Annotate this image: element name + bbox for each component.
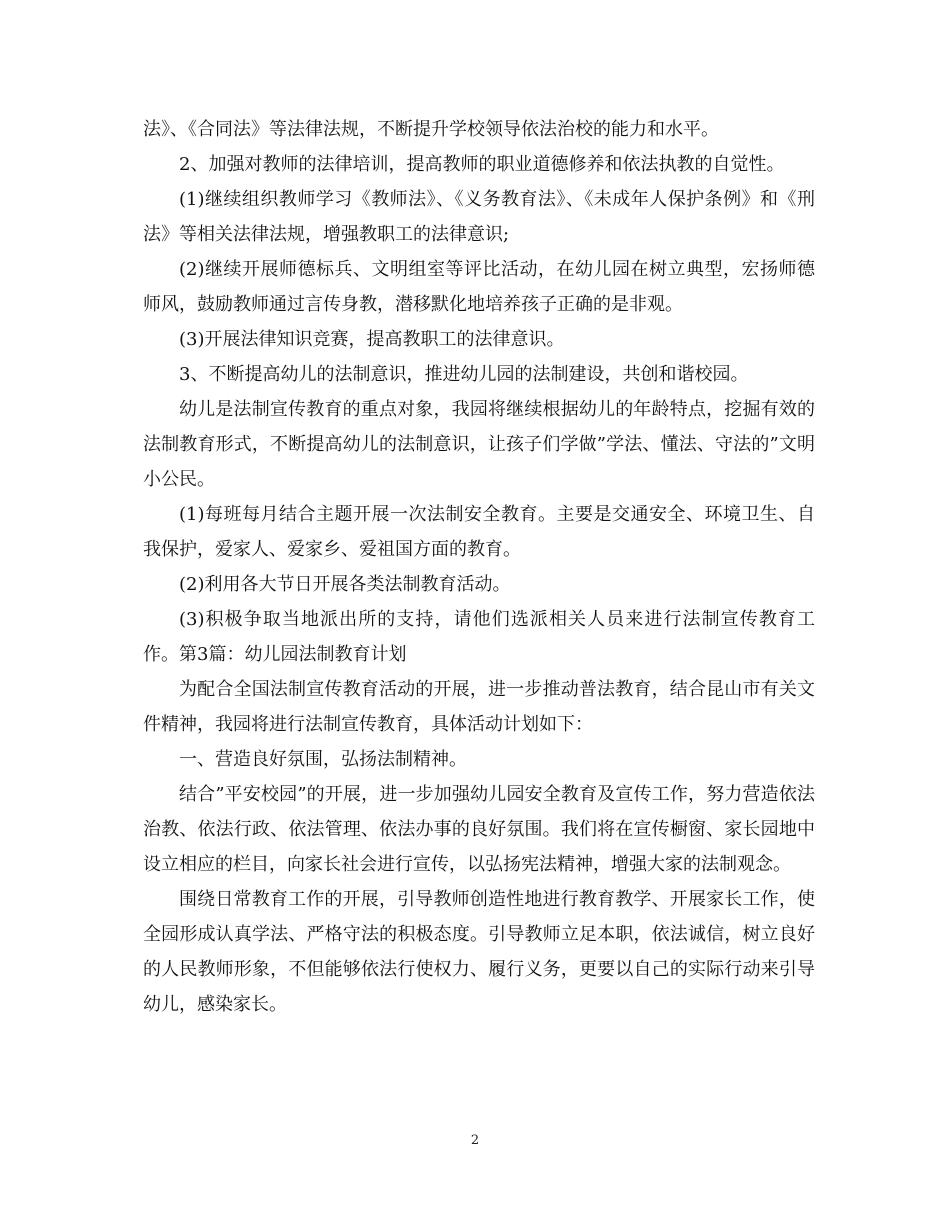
- paragraph: (2)继续开展师德标兵、文明组室等评比活动，在幼儿园在树立典型，宏扬师德师风，鼓励教师通过言传身教，潜移默化地培养孩子正确的是非观。: [143, 259, 815, 315]
- paragraph: (3)积极争取当地派出所的支持，请他们选派相关人员来进行法制宣传教育工作。第3篇：幼儿园法制教育计划: [143, 609, 815, 665]
- paragraph: 为配合全国法制宣传教育活动的开展，进一步推动普法教育，结合昆山市有关文件精神，我园将进行法制宣传教育，具体活动计划如下：: [143, 679, 815, 735]
- paragraph: 2、加强对教师的法律培训，提高教师的职业道德修养和依法执教的自觉性。: [179, 154, 785, 175]
- paragraph: 围绕日常教育工作的开展，引导教师创造性地进行教育教学、开展家长工作，使全园形成认真学法、严格守法的积极态度。引导教师立足本职，依法诚信，树立良好的人民教师形象，不但能够依法行使权力、履行义务，更要以自己的实际行动来引导幼儿，感染家长。: [143, 889, 815, 1015]
- paragraph: 幼儿是法制宣传教育的重点对象，我园将继续根据幼儿的年龄特点，挖掘有效的法制教育形式，不断提高幼儿的法制意识，让孩子们学做”学法、懂法、守法的”文明小公民。: [143, 399, 815, 490]
- paragraph: 结合”平安校园”的开展，进一步加强幼儿园安全教育及宣传工作，努力营造依法治教、依法行政、依法管理、依法办事的良好氛围。我们将在宣传橱窗、家长园地中设立相应的栏目，向家长社会进行宣传，以弘扬宪法精神，增强大家的法制观念。: [143, 784, 815, 875]
- document-body: [143, 112, 815, 1022]
- paragraph: 3、不断提高幼儿的法制意识，推进幼儿园的法制建设，共创和谐校园。: [179, 364, 749, 385]
- paragraph: (1)继续组织教师学习《教师法》、《义务教育法》、《未成年人保护条例》和《刑法》等相关法律法规，增强教职工的法律意识;: [143, 189, 815, 245]
- paragraph: (3)开展法律知识竞赛，提高教职工的法律意识。: [179, 329, 565, 350]
- paragraph: 一、营造良好氛围，弘扬法制精神。: [179, 749, 467, 770]
- paragraph: 法》、《合同法》等法律法规，不断提升学校领导依法治校的能力和水平。: [143, 119, 719, 140]
- page-number: 2: [470, 1133, 480, 1148]
- paragraph: (2)利用各大节日开展各类法制教育活动。: [179, 574, 511, 595]
- paragraph: (1)每班每月结合主题开展一次法制安全教育。主要是交通安全、环境卫生、自我保护，爱家人、爱家乡、爱祖国方面的教育。: [143, 504, 815, 560]
